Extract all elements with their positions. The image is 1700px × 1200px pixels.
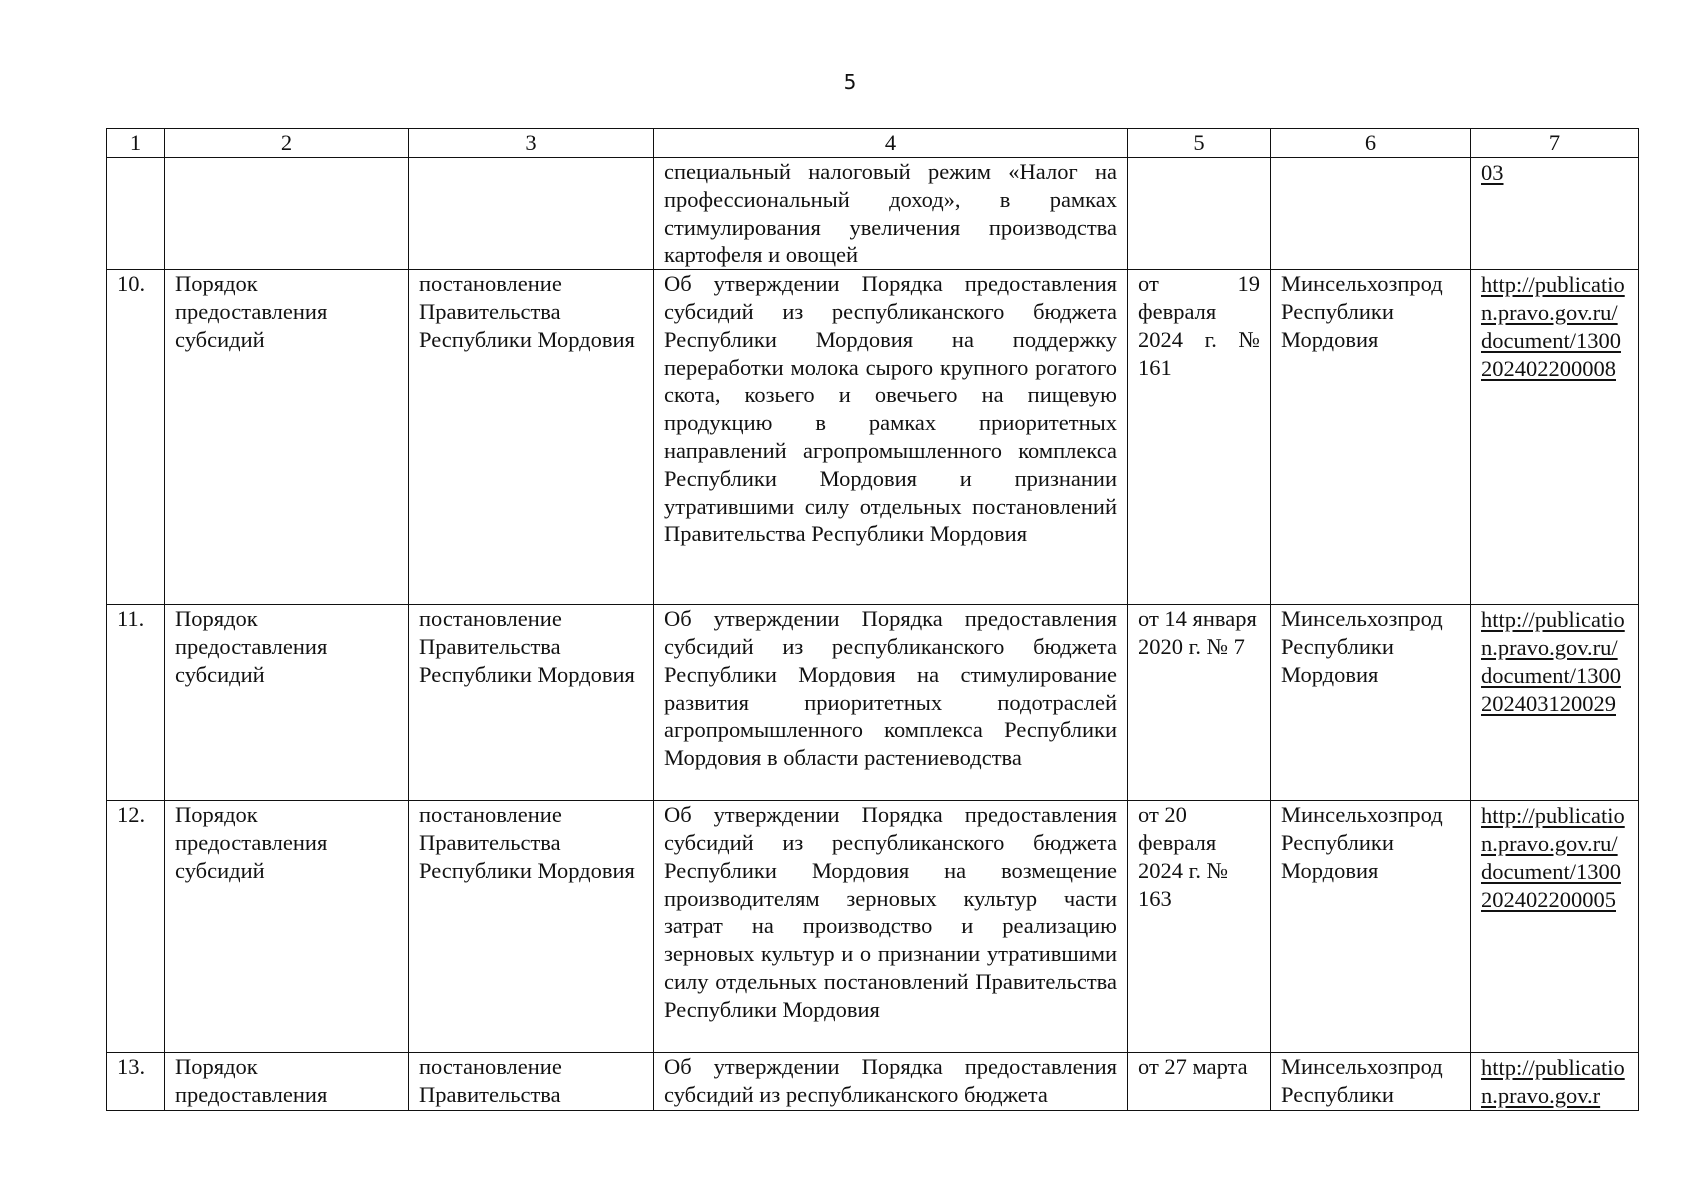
cell-type: постановление Правительства Республики Мордовия	[409, 801, 654, 1053]
cell-agency: Минсельхозпрод Республики	[1271, 1053, 1471, 1111]
cell-num: 12.	[107, 801, 165, 1053]
cell-date	[1128, 158, 1271, 270]
cell-link	[1471, 158, 1639, 270]
table-row	[107, 1053, 1639, 1111]
cell-agency: Минсельхозпрод Республики Мордовия	[1271, 605, 1471, 801]
document-link[interactable]: 03	[1481, 160, 1504, 185]
cell-type	[409, 158, 654, 270]
cell-type: постановление Правительства Республики Мордовия	[409, 270, 654, 605]
cell-description: Об утверждении Порядка предоставления субсидий из республиканского бюджета Республики Мордовия на возмещение производителям зерновых культур части затрат на производство и реализацию зерновых культур и о признании утратившими силу отдельных постановлений Правительства Республики Мордовия	[654, 801, 1128, 1053]
cell-num: 10.	[107, 270, 165, 605]
cell-date: от 27 марта	[1128, 1053, 1271, 1111]
cell-name: Порядок предоставления субсидий	[165, 270, 409, 605]
document-link[interactable]: http://publication.pravo.gov.r	[1481, 1055, 1625, 1108]
cell-num	[107, 158, 165, 270]
cell-agency: Минсельхозпрод Республики Мордовия	[1271, 801, 1471, 1053]
cell-link	[1471, 801, 1639, 1053]
cell-description: Об утверждении Порядка предоставления субсидий из республиканского бюджета	[654, 1053, 1128, 1111]
col-header-2: 2	[165, 129, 409, 158]
cell-link	[1471, 1053, 1639, 1111]
page-number: 5	[843, 70, 857, 94]
cell-description: Об утверждении Порядка предоставления субсидий из республиканского бюджета Республики Мордовия на стимулирование развития приоритетных подотраслей агропромышленного комплекса Республики Мордовия в области растениеводства	[654, 605, 1128, 801]
table-row	[107, 801, 1639, 1053]
header-row	[107, 129, 1639, 158]
regulations-table	[106, 128, 1639, 1111]
table-row-continuation	[107, 158, 1639, 270]
cell-link	[1471, 605, 1639, 801]
col-header-5: 5	[1128, 129, 1271, 158]
table-row	[107, 605, 1639, 801]
cell-name: Порядок предоставления субсидий	[165, 801, 409, 1053]
cell-description: специальный налоговый режим «Налог на профессиональный доход», в рамках стимулирования увеличения производства картофеля и овощей	[654, 158, 1128, 270]
cell-name	[165, 158, 409, 270]
cell-description: Об утверждении Порядка предоставления субсидий из республиканского бюджета Республики Мордовия на поддержку переработки молока сырого крупного рогатого скота, козьего и овечьего на пищевую продукцию в рамках приоритетных направлений агропромышленного комплекса Республики Мордовия и признании утратившими силу отдельных постановлений Правительства Республики Мордовия	[654, 270, 1128, 605]
table-row	[107, 270, 1639, 605]
cell-num: 11.	[107, 605, 165, 801]
col-header-1: 1	[107, 129, 165, 158]
col-header-3: 3	[409, 129, 654, 158]
cell-name: Порядок предоставления	[165, 1053, 409, 1111]
document-link[interactable]: http://publication.pravo.gov.ru/document/1300202402200005	[1481, 803, 1625, 912]
cell-num: 13.	[107, 1053, 165, 1111]
cell-type: постановление Правительства Республики Мордовия	[409, 605, 654, 801]
cell-date: от 14 января 2020 г. № 7	[1128, 605, 1271, 801]
cell-agency: Минсельхозпрод Республики Мордовия	[1271, 270, 1471, 605]
document-link[interactable]: http://publication.pravo.gov.ru/document/1300202403120029	[1481, 607, 1625, 716]
col-header-4: 4	[654, 129, 1128, 158]
cell-type: постановление Правительства	[409, 1053, 654, 1111]
col-header-7: 7	[1471, 129, 1639, 158]
cell-link	[1471, 270, 1639, 605]
cell-name: Порядок предоставления субсидий	[165, 605, 409, 801]
cell-date: от 20 февраля 2024 г. № 163	[1128, 801, 1271, 1053]
cell-date: от 19 февраля 2024 г. № 161	[1128, 270, 1271, 605]
document-link[interactable]: http://publication.pravo.gov.ru/document/1300202402200008	[1481, 272, 1625, 381]
cell-agency	[1271, 158, 1471, 270]
col-header-6: 6	[1271, 129, 1471, 158]
